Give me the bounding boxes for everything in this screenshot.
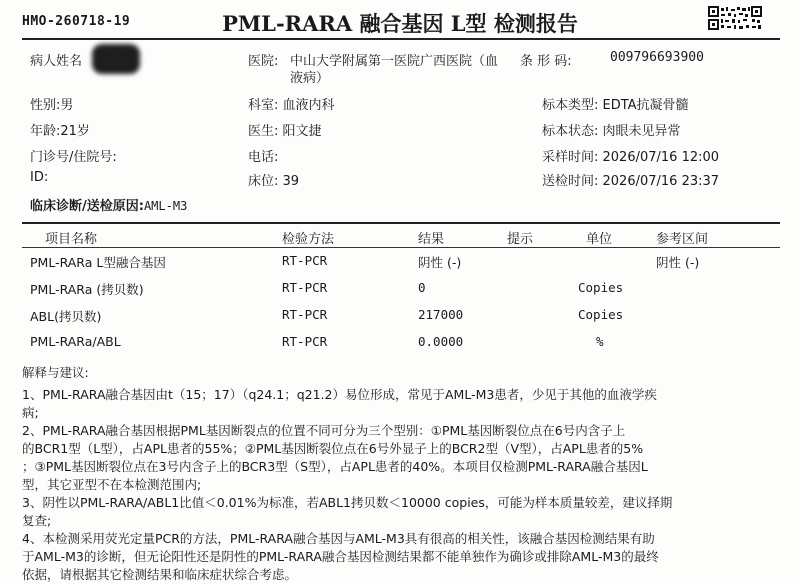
diagnosis-value: AML-M3 (143, 199, 188, 213)
notes-line: 依据，请根据其它检测结果和临床症状综合考虑。 (22, 567, 298, 582)
row4-method: RT-PCR (282, 334, 328, 349)
col-header-hint: 提示 (507, 232, 534, 247)
phone: 电话: (248, 150, 279, 165)
col-header-method: 检验方法 (282, 232, 335, 247)
row3-unit: Copies (578, 307, 624, 322)
report-code: HMO-260718-19 (22, 14, 131, 29)
row2-result: 0 (418, 280, 426, 295)
table-top-rule (22, 222, 780, 224)
row2-unit: Copies (578, 280, 624, 295)
barcode-label: 条 形 码: (520, 54, 572, 69)
row1-name: PML-RARa L型融合基因 (30, 255, 166, 270)
sample-type: 标本类型: EDTA抗凝骨髓 (542, 98, 689, 113)
patient-name-redaction (92, 44, 140, 74)
notes-line: 复查; (22, 513, 52, 528)
notes-line: 于AML-M3的诊断，但无论阳性还是阴性的PML-RARA融合基因检测结果都不能单独作为确诊或排除AML-M3的最终 (22, 549, 659, 564)
notes-line: 2、PML-RARA融合基因根据PML基因断裂点的位置不同可分为三个型别：①PML基因断裂位点在6号内含子上 (22, 423, 626, 438)
doctor: 医生: 阳文捷 (248, 124, 322, 139)
hospital-name-line2: 液病） (290, 71, 330, 86)
row1-ref: 阴性 (-) (656, 255, 700, 270)
col-header-result: 结果 (418, 232, 445, 247)
collect-time: 采样时间: 2026/07/16 12:00 (542, 150, 720, 165)
notes-line: 3、阴性以PML-RARA/ABL1比值＜0.01%为标准，若ABL1拷贝数＜10000 copies，可能为样本质量较差，建议择期 (22, 495, 673, 510)
age: 年龄:21岁 (30, 124, 90, 139)
table-header-rule (22, 247, 780, 248)
hospital-name-line1: 中山大学附属第一医院广西医院（血 (290, 54, 499, 69)
notes-line: ；③PML基因断裂位点在3号内含子上的BCR3型（S型），占APL患者的40%。本项目仅检测PML-RARA融合基因L (22, 459, 648, 474)
row3-method: RT-PCR (282, 307, 328, 322)
patient-name-label: 病人姓名 (30, 54, 83, 69)
row3-name: ABL(拷贝数) (30, 309, 102, 324)
diagnosis-label: 临床诊断/送检原因: (30, 199, 144, 214)
row2-method: RT-PCR (282, 280, 328, 295)
department: 科室: 血液内科 (248, 98, 335, 113)
col-header-ref: 参考区间 (656, 232, 709, 247)
notes-line: 病; (22, 405, 39, 420)
row4-unit: % (596, 334, 604, 349)
barcode-value: 009796693900 (610, 50, 704, 65)
notes-line: 的BCR1型（L型），占APL患者的55%；②PML基因断裂位点在6号外显子上的BCR2型（V型），占APL患者的5% (22, 441, 644, 456)
notes-title: 解释与建议: (22, 365, 89, 380)
row1-method: RT-PCR (282, 253, 328, 268)
col-header-unit: 单位 (586, 232, 613, 247)
row3-result: 217000 (418, 307, 464, 322)
qr-code-icon (708, 6, 762, 30)
submit-time: 送检时间: 2026/07/16 23:37 (542, 174, 720, 189)
report-title: PML-RARA 融合基因 L型 检测报告 (222, 11, 578, 36)
interpretation-notes (22, 364, 782, 584)
outpatient-number: 门诊号/住院号: (30, 150, 117, 165)
diagnosis (30, 195, 187, 214)
notes-line: 1、PML-RARA融合基因由t（15；17）（q24.1；q21.2）易位形成，常见于AML-M3患者，少见于其他的血液学疾 (22, 387, 657, 402)
row4-result: 0.0000 (418, 334, 464, 349)
gender: 性别:男 (30, 98, 74, 113)
bed-number: 床位: 39 (248, 174, 300, 189)
header-rule (22, 38, 780, 40)
patient-id: ID: (30, 170, 49, 185)
row1-result: 阴性 (-) (418, 255, 462, 270)
row2-name: PML-RARa (拷贝数) (30, 282, 144, 297)
row4-name: PML-RARa/ABL (30, 334, 121, 349)
col-header-name: 项目名称 (45, 232, 98, 247)
hospital-label: 医院: (248, 54, 279, 69)
notes-line: 4、本检测采用荧光定量PCR的方法，PML-RARA融合基因与AML-M3具有很高的相关性，该融合基因检测结果有助 (22, 531, 655, 546)
notes-line: 型，其它亚型不在本检测范围内; (22, 477, 202, 492)
sample-state: 标本状态: 肉眼未见异常 (542, 124, 681, 139)
